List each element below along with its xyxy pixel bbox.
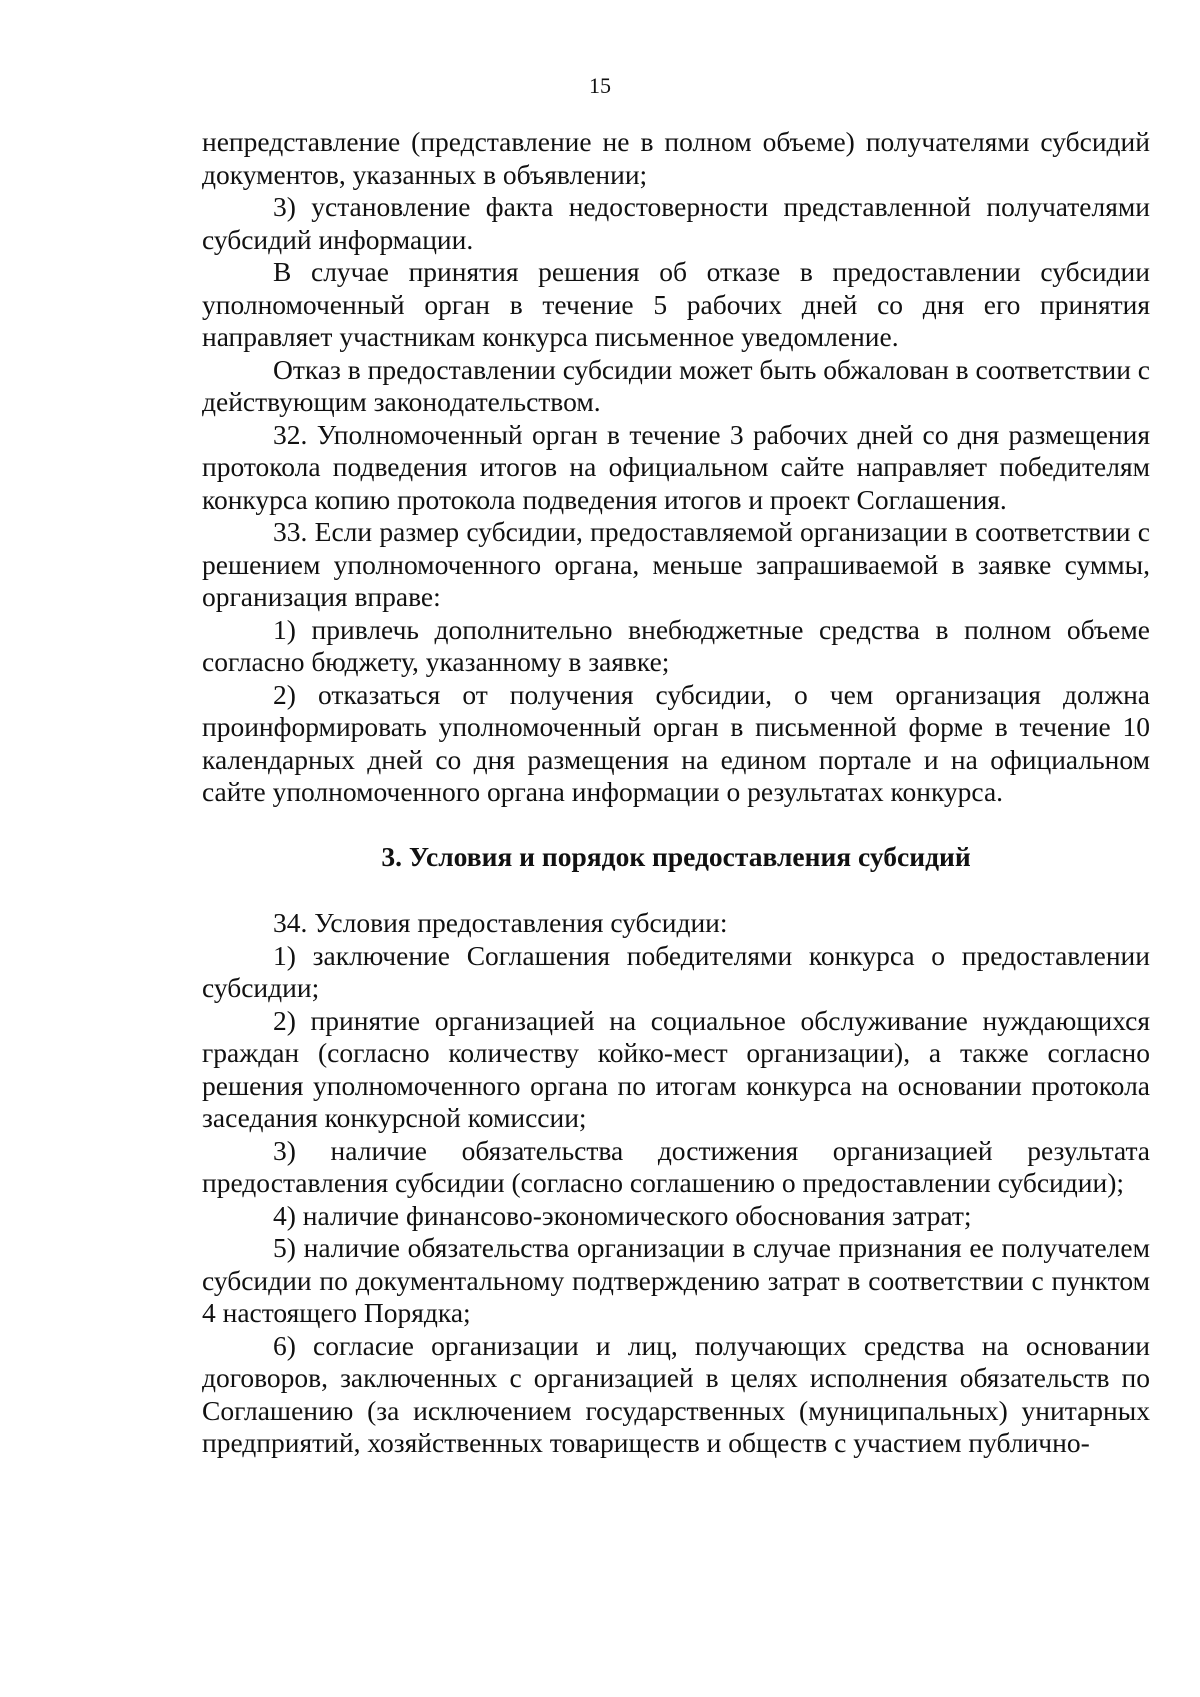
paragraph: 2) принятие организацией на социальное обслуживание нуждающихся граждан (согласно количеству койко-мест организации), а также согласно решения уполномоченного органа по итогам конкурса на основании протокола заседания конкурсной комиссии; bbox=[202, 1004, 1150, 1133]
paragraph: 5) наличие обязательства организации в случае признания ее получателем субсидии по документальному подтверждению затрат в соответствии с пунктом 4 настоящего Порядка; bbox=[202, 1232, 1150, 1328]
paragraph: 2) отказаться от получения субсидии, о чем организация должна проинформировать уполномоченный орган в письменной форме в течение 10 календарных дней со дня размещения на едином портале и на официальном сайте уполномоченного органа информации о результатах конкурса. bbox=[202, 678, 1150, 807]
paragraph: 33. Если размер субсидии, предоставляемой организации в соответствии с решением уполномоченного органа, меньше запрашиваемой в заявке суммы, организация вправе: bbox=[202, 516, 1150, 612]
paragraph: Отказ в предоставлении субсидии может быть обжалован в соответствии с действующим законодательством. bbox=[202, 353, 1150, 417]
document-body bbox=[202, 126, 1150, 1460]
paragraph: непредставление (представление не в полном объеме) получателями субсидий документов, указанных в объявлении; bbox=[202, 126, 1150, 190]
paragraph: 1) привлечь дополнительно внебюджетные средства в полном объеме согласно бюджету, указанному в заявке; bbox=[202, 613, 1150, 677]
paragraph: В случае принятия решения об отказе в предоставлении субсидии уполномоченный орган в течение 5 рабочих дней со дня его принятия направляет участникам конкурса письменное уведомление. bbox=[202, 256, 1150, 352]
paragraph: 32. Уполномоченный орган в течение 3 рабочих дней со дня размещения протокола подведения итогов на официальном сайте направляет победителям конкурса копию протокола подведения итогов и проект Соглашения. bbox=[202, 418, 1150, 515]
paragraph: 34. Условия предоставления субсидии: bbox=[273, 907, 728, 938]
paragraph: 4) наличие финансово-экономического обоснования затрат; bbox=[273, 1199, 972, 1231]
paragraph: 6) согласие организации и лиц, получающих средства на основании договоров, заключенных с организацией в целях исполнения обязательств по Соглашению (за исключением государственных (муниципальных) унитарных предприятий, хозяйственных товариществ и обществ с участием публично- bbox=[202, 1329, 1150, 1458]
section-heading: 3. Условия и порядок предоставления субсидий bbox=[381, 840, 971, 872]
paragraph: 3) наличие обязательства достижения организацией результата предоставления субсидии (согласно соглашению о предоставлении субсидии); bbox=[202, 1134, 1150, 1198]
page-number: 15 bbox=[589, 73, 611, 98]
paragraph: 1) заключение Соглашения победителями конкурса о предоставлении субсидии; bbox=[202, 939, 1150, 1003]
paragraph: 3) установление факта недостоверности представленной получателями субсидий информации. bbox=[202, 191, 1150, 255]
